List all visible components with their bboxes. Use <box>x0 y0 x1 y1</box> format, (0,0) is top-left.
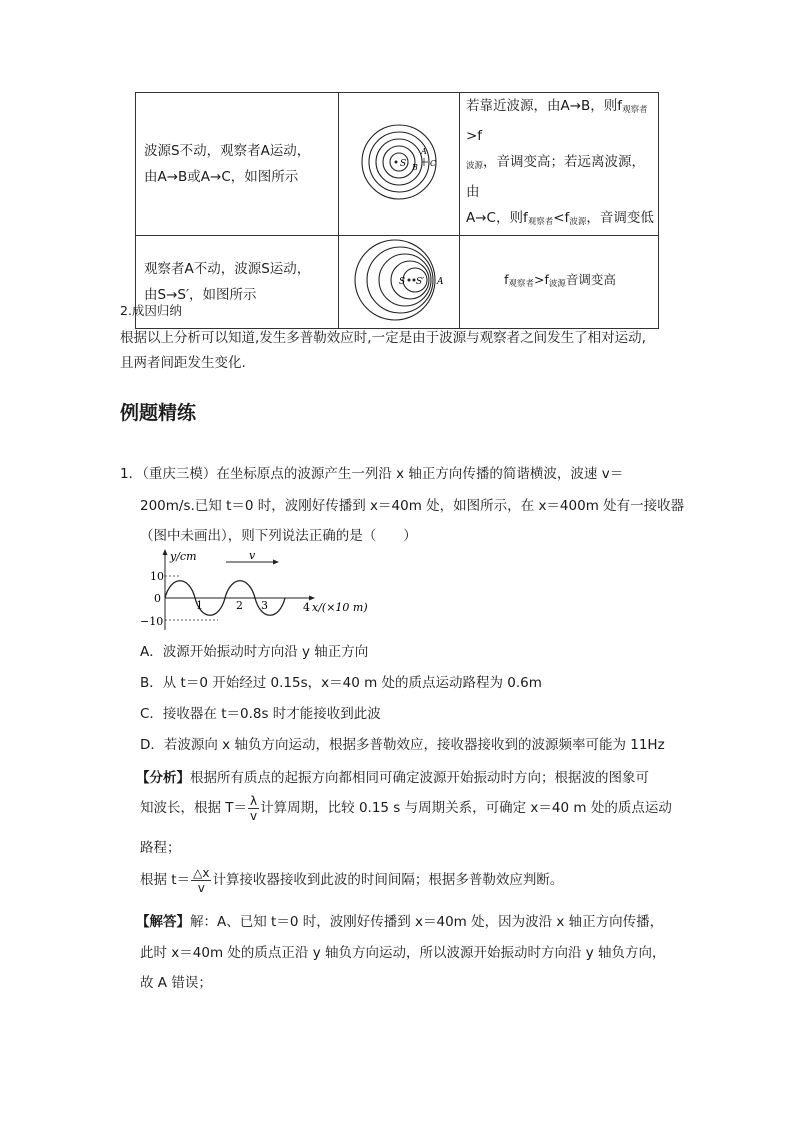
row2-result-f: f <box>504 272 509 287</box>
row1-desc-line1: 波源S不动，观察者A运动， <box>144 143 311 159</box>
row1-figure <box>339 93 460 236</box>
answer-text: 解：A、已知 t＝0 时，波刚好传播到 x＝40m 处，因为波沿 x 轴正方向传播， <box>190 914 664 930</box>
question-line: （图中未画出），则下列说法正确的是（ ） <box>140 528 417 544</box>
wave-graph <box>140 548 372 634</box>
analysis-text: 知波长，根据 T＝ <box>140 800 248 816</box>
analysis-text: 计算接收器接收到此波的时间间隔；根据多普勒效应判断。 <box>212 872 564 888</box>
velocity-label: v <box>249 549 256 562</box>
analysis-text: 计算周期，比较 0.15 s 与周期关系，可确定 x＝40 m 处的质点运动 <box>260 800 672 816</box>
row1-result-line2: $_{波源}$，音调变高；若远离波源，由 <box>466 154 646 200</box>
shifted-waves-figure <box>343 236 455 324</box>
y-tick-label: 0 <box>154 592 161 605</box>
x-axis-label: x/(×10 m) <box>312 601 368 614</box>
option-a: A．波源开始振动时方向沿 y 轴正方向 <box>140 644 369 660</box>
fraction-numerator: λ <box>250 793 258 808</box>
analysis-text: 根据 t＝ <box>140 872 191 888</box>
answer-tag: 【解答】 <box>136 914 190 930</box>
y-axis-label: y/cm <box>170 550 197 563</box>
y-tick-label: 10 <box>150 570 164 583</box>
label-s: S <box>400 159 407 169</box>
row2-desc-line2: 由S→S′，如图所示 <box>144 287 257 303</box>
option-b: B．从 t＝0 开始经过 0.15s，x＝40 m 处的质点运动路程为 0.6m <box>140 675 542 691</box>
paragraph-line: 且两者间距发生变化. <box>120 355 246 371</box>
row2-result-sub1: 观察者 <box>508 279 534 289</box>
x-tick-label: 2 <box>236 599 243 612</box>
period-formula <box>248 794 259 823</box>
answer-line: 此时 x＝40m 处的质点正沿 y 轴负方向运动，所以波源开始振动时方向沿 y 轴负方向， <box>140 945 666 961</box>
row2-result-sub2: 波源 <box>548 279 566 289</box>
label-s: S <box>399 277 406 287</box>
x-tick-label: 4 <box>303 601 310 614</box>
row2-result-text: 音调变高 <box>565 272 616 287</box>
label-c: C <box>430 159 437 168</box>
analysis-line <box>140 862 563 898</box>
question-line: 200m/s.已知 t＝0 时，波刚好传播到 x＝40m 处，如图所示，在 x＝400m 处有一接收器 <box>140 498 685 514</box>
analysis-tag: 【分析】 <box>136 770 190 786</box>
label-a: A <box>437 277 444 287</box>
table-row <box>136 236 659 329</box>
label-s-prime: S′ <box>416 277 425 287</box>
option-d: D．若波源向 x 轴负方向运动，根据多普勒效应，接收器接收到的波源频率可能为 11Hz <box>140 737 665 753</box>
x-tick-label: 1 <box>196 599 203 612</box>
time-formula <box>191 866 211 895</box>
analysis-line <box>140 790 672 826</box>
row1-result-line1: 若靠近波源，由A→B，则$f_{观察者}>f$ <box>466 98 648 144</box>
paragraph-line: 根据以上分析可以知道,发生多普勒效应时,一定是由于波源与观察者之间发生了相对运动, <box>120 330 646 346</box>
row2-result-gt: >f <box>534 272 549 287</box>
section-heading: 2.成因归纳 <box>120 303 182 318</box>
analysis-line: 路程； <box>140 840 181 856</box>
row2-figure <box>339 236 460 329</box>
row1-result <box>460 93 659 236</box>
row1-result-line3: A→C，则$f_{观察者}<f_{波源}$，音调变低 <box>466 210 654 227</box>
fraction-denominator: v <box>250 808 258 823</box>
concentric-waves-figure <box>344 120 454 204</box>
fraction-denominator: v <box>197 880 205 895</box>
row2-result <box>460 236 659 329</box>
analysis-text: 根据所有质点的起振方向都相同可确定波源开始振动时方向；根据波的图象可 <box>190 770 649 786</box>
x-tick-label: 3 <box>261 599 268 612</box>
answer-line <box>136 910 663 930</box>
y-tick-label: −10 <box>140 615 164 628</box>
section-title: 例题精练 <box>120 402 197 424</box>
option-c: C．接收器在 t＝0.8s 时才能接收到此波 <box>140 706 381 722</box>
row2-desc-line1: 观察者A不动，波源S运动， <box>144 261 311 277</box>
analysis-line <box>136 766 649 786</box>
row1-desc-line2: 由A→B或A→C，如图所示 <box>144 169 299 185</box>
fraction-numerator: △x <box>193 865 210 880</box>
row1-description <box>136 93 339 236</box>
table-row <box>136 93 659 236</box>
doppler-comparison-table <box>135 92 659 329</box>
answer-line: 故 A 错误； <box>140 975 212 991</box>
label-a: A <box>421 147 427 156</box>
question-line: 1．（重庆三模）在坐标原点的波源产生一列沿 x 轴正方向传播的简谐横波，波速 v＝ <box>120 466 624 482</box>
label-b: B <box>412 163 418 172</box>
